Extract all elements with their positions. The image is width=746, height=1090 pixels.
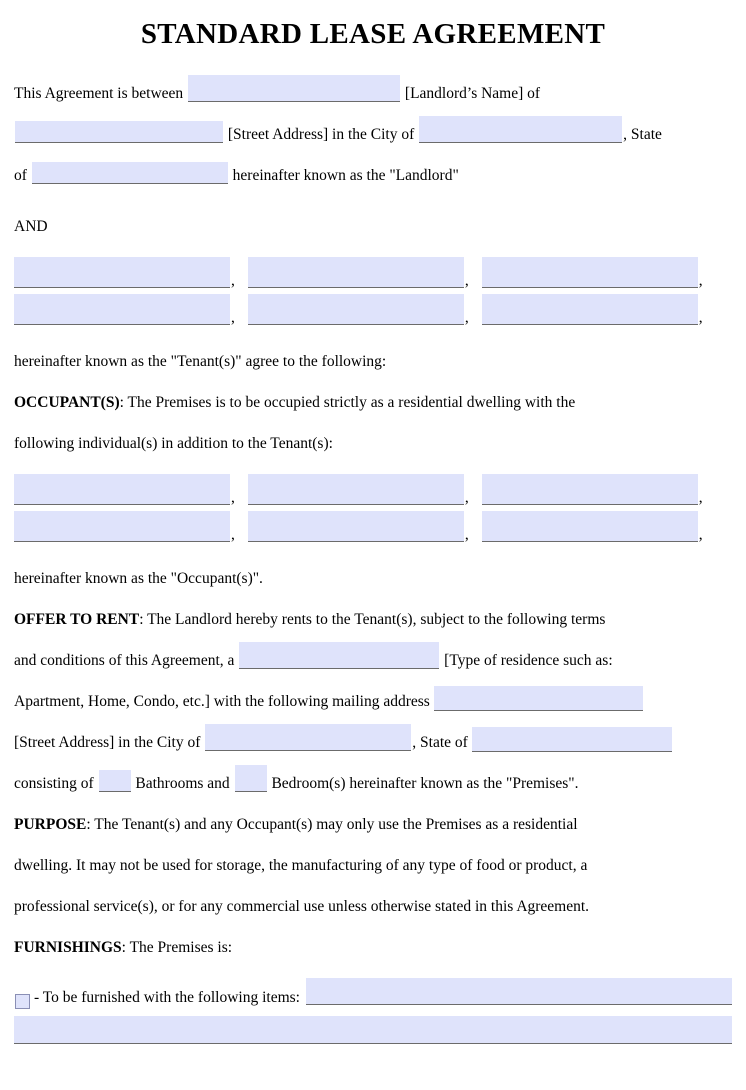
comma-separator: , bbox=[231, 272, 235, 289]
occupant-field-1-2[interactable] bbox=[248, 474, 464, 505]
purpose-text-a: : The Tenant(s) and any Occupant(s) may only use the Premises as a residential bbox=[86, 816, 578, 833]
intro-line2 bbox=[14, 114, 732, 155]
tenant-field-2-2[interactable] bbox=[248, 294, 464, 325]
offer-line-e bbox=[14, 763, 732, 804]
comma-separator: , bbox=[231, 489, 235, 506]
comma-separator: , bbox=[464, 309, 469, 326]
offer-text-f: , State of bbox=[412, 734, 468, 751]
comma-separator: , bbox=[464, 489, 469, 506]
landlord-city-field[interactable] bbox=[419, 116, 622, 143]
offer-line-c bbox=[14, 681, 732, 722]
occupant-cell bbox=[482, 474, 708, 505]
intro-line1-prefix: This Agreement is between bbox=[14, 85, 184, 102]
intro-line3-suffix: hereinafter known as the "Landlord" bbox=[232, 167, 459, 184]
intro-paragraph bbox=[14, 73, 732, 114]
intro-line2-suffix: , State bbox=[623, 126, 662, 143]
tenant-cell bbox=[248, 294, 474, 325]
furnishings-text-a: : The Premises is: bbox=[121, 939, 233, 956]
occupant-cell bbox=[14, 511, 240, 542]
occupants-paragraph bbox=[14, 382, 732, 423]
page-title: STANDARD LEASE AGREEMENT bbox=[140, 18, 606, 50]
mailing-address-field[interactable] bbox=[434, 686, 643, 711]
intro-line1-suffix: [Landlord’s Name] of bbox=[404, 85, 541, 102]
occupants-closing-text: hereinafter known as the "Occupant(s)". bbox=[14, 570, 263, 587]
comma-separator: , bbox=[698, 489, 703, 506]
tenant-field-1-2[interactable] bbox=[248, 257, 464, 288]
offer-text-b: and conditions of this Agreement, a bbox=[14, 652, 235, 669]
offer-text-g: consisting of bbox=[14, 775, 94, 792]
intro-line3 bbox=[14, 155, 732, 196]
occupant-cell bbox=[14, 474, 240, 505]
tenant-cell bbox=[14, 257, 240, 288]
furnished-items-continuation-field[interactable] bbox=[14, 1016, 732, 1044]
furnished-items-field[interactable] bbox=[306, 978, 732, 1005]
landlord-street-field[interactable] bbox=[15, 121, 223, 143]
premises-city-field[interactable] bbox=[205, 724, 411, 751]
offer-line-b bbox=[14, 640, 732, 681]
tenant-cell bbox=[482, 257, 708, 288]
tenant-cell bbox=[14, 294, 240, 325]
premises-state-field[interactable] bbox=[472, 727, 672, 752]
occupant-fields-grid bbox=[14, 474, 732, 542]
occupant-field-1-1[interactable] bbox=[14, 474, 230, 505]
furnished-option-row bbox=[14, 978, 732, 1007]
occupant-cell bbox=[248, 511, 474, 542]
tenant-row bbox=[14, 257, 732, 288]
intro-line3-prefix: of bbox=[14, 167, 27, 184]
comma-separator: , bbox=[231, 309, 235, 326]
landlord-state-field[interactable] bbox=[32, 162, 228, 184]
tenant-row bbox=[14, 294, 732, 325]
tenant-fields-grid bbox=[14, 257, 732, 325]
occupant-field-2-1[interactable] bbox=[14, 511, 230, 542]
comma-separator: , bbox=[698, 526, 703, 543]
tenant-field-2-3[interactable] bbox=[482, 294, 698, 325]
offer-paragraph bbox=[14, 599, 732, 640]
occupants-text-b-line: following individual(s) in addition to the Tenant(s): bbox=[14, 435, 333, 452]
purpose-heading: PURPOSE bbox=[14, 816, 87, 833]
occupants-text-a: : The Premises is to be occupied strictly as a residential dwelling with the bbox=[119, 394, 576, 411]
furnishings-heading: FURNISHINGS bbox=[14, 939, 122, 956]
offer-text-h: Bathrooms and bbox=[135, 775, 230, 792]
tenant-closing-text: hereinafter known as the "Tenant(s)" agree to the following: bbox=[14, 353, 387, 370]
comma-separator: , bbox=[464, 272, 469, 289]
occupant-field-2-3[interactable] bbox=[482, 511, 698, 542]
comma-separator: , bbox=[698, 309, 703, 326]
tenant-cell bbox=[248, 257, 474, 288]
occupant-field-2-2[interactable] bbox=[248, 511, 464, 542]
bedrooms-field[interactable] bbox=[235, 765, 267, 792]
furnished-option-label: - To be furnished with the following items: bbox=[34, 989, 300, 1006]
offer-text-e: [Street Address] in the City of bbox=[14, 734, 201, 751]
offer-text-c: [Type of residence such as: bbox=[444, 652, 613, 669]
bathrooms-field[interactable] bbox=[99, 770, 131, 792]
tenant-cell bbox=[482, 294, 708, 325]
and-label: AND bbox=[14, 218, 48, 235]
residence-type-field[interactable] bbox=[239, 642, 439, 669]
comma-separator: , bbox=[231, 526, 235, 543]
offer-heading: OFFER TO RENT bbox=[14, 611, 140, 628]
offer-text-a: : The Landlord hereby rents to the Tenant(s), subject to the following terms bbox=[139, 611, 606, 628]
comma-separator: , bbox=[464, 526, 469, 543]
landlord-name-field[interactable] bbox=[188, 75, 400, 102]
occupant-cell bbox=[482, 511, 708, 542]
purpose-line-c: professional service(s), or for any commercial use unless otherwise stated in this Agreement. bbox=[14, 898, 590, 915]
purpose-paragraph bbox=[14, 804, 732, 845]
furnished-checkbox[interactable] bbox=[15, 994, 30, 1009]
comma-separator: , bbox=[698, 272, 703, 289]
tenant-field-2-1[interactable] bbox=[14, 294, 230, 325]
intro-line2-prefix: [Street Address] in the City of bbox=[227, 126, 415, 143]
purpose-line-b: dwelling. It may not be used for storage, the manufacturing of any type of food or product, a bbox=[14, 857, 588, 874]
tenant-field-1-3[interactable] bbox=[482, 257, 698, 288]
occupant-cell bbox=[248, 474, 474, 505]
occupants-heading: OCCUPANT(S) bbox=[14, 394, 120, 411]
offer-line-d bbox=[14, 722, 732, 763]
document-page bbox=[0, 18, 746, 1090]
occupant-field-1-3[interactable] bbox=[482, 474, 698, 505]
offer-text-i: Bedroom(s) hereinafter known as the "Premises". bbox=[271, 775, 579, 792]
furnishings-paragraph bbox=[14, 927, 732, 968]
occupant-row bbox=[14, 474, 732, 505]
occupant-row bbox=[14, 511, 732, 542]
tenant-field-1-1[interactable] bbox=[14, 257, 230, 288]
offer-text-d: Apartment, Home, Condo, etc.] with the following mailing address bbox=[14, 693, 430, 710]
